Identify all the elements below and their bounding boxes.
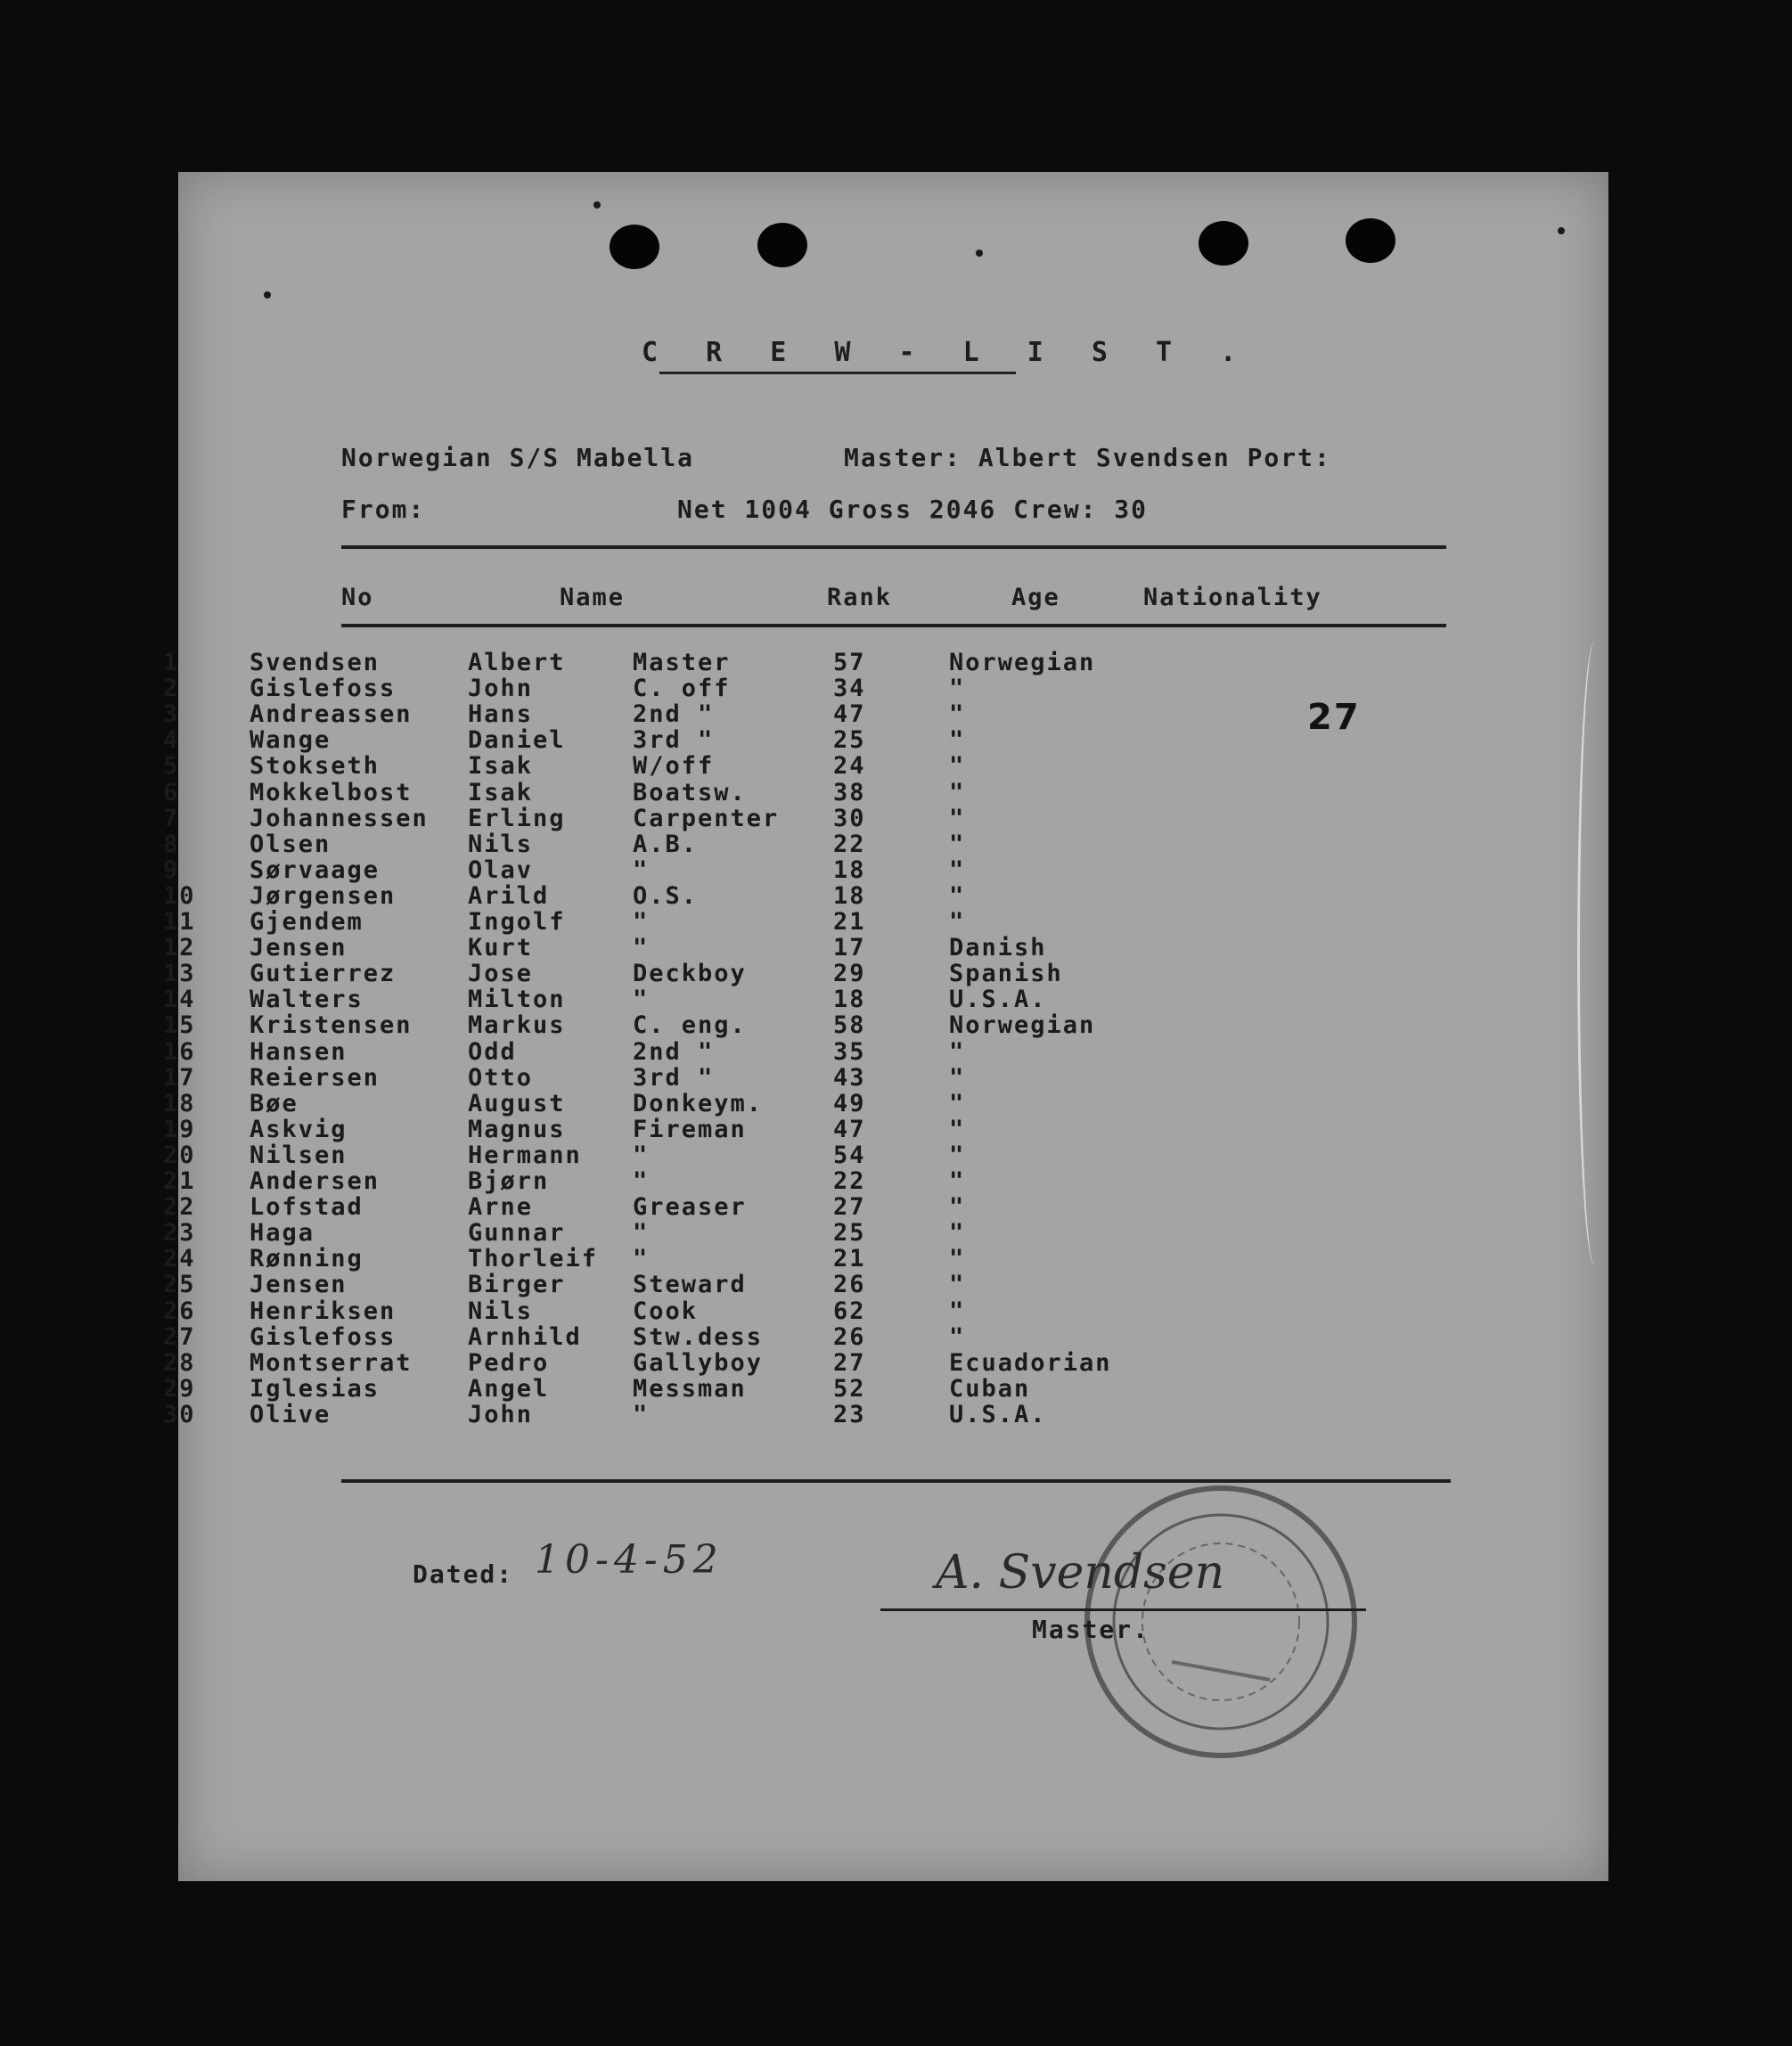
- cell-surname: Andersen: [250, 1167, 380, 1195]
- cell-surname: Bøe: [250, 1089, 299, 1117]
- cell-surname: Gjendem: [250, 908, 364, 936]
- column-header-name: Name: [560, 584, 626, 611]
- cell-nationality: ": [949, 830, 966, 858]
- table-row: [0, 726, 1430, 755]
- cell-age: 25: [833, 1219, 866, 1248]
- cell-surname: Gislefoss: [250, 675, 397, 703]
- cell-nationality: ": [949, 1167, 966, 1195]
- cell-nationality: ": [949, 1141, 966, 1169]
- table-row: [0, 1219, 1430, 1248]
- cell-given-name: Jose: [468, 960, 534, 988]
- table-row: [0, 700, 1430, 729]
- table-row: [0, 831, 1430, 856]
- cell-age: 18: [833, 986, 866, 1014]
- cell-no: 20: [163, 1141, 196, 1169]
- table-row: [0, 908, 1430, 934]
- vessel-line: Norwegian S/S Mabella: [341, 443, 695, 472]
- cell-rank: Master: [633, 649, 731, 676]
- cell-surname: Haga: [250, 1219, 315, 1248]
- cell-surname: Walters: [250, 986, 364, 1014]
- cell-surname: Lofstad: [250, 1193, 364, 1222]
- cell-surname: Olsen: [250, 830, 331, 858]
- cell-no: 9: [163, 855, 180, 884]
- cell-surname: Sørvaage: [250, 855, 380, 884]
- cell-surname: Gislefoss: [250, 1322, 397, 1351]
- cell-nationality: ": [949, 1245, 966, 1273]
- cell-age: 38: [833, 778, 866, 806]
- cell-nationality: ": [949, 675, 966, 703]
- cell-rank: 2nd ": [633, 700, 715, 729]
- cell-surname: Hansen: [250, 1037, 348, 1066]
- cell-rank: Steward: [633, 1271, 747, 1299]
- cell-surname: Johannessen: [250, 804, 429, 832]
- cell-rank: A.B.: [633, 830, 699, 858]
- cell-surname: Wange: [250, 726, 331, 755]
- signature-line: [880, 1608, 1366, 1611]
- cell-given-name: Isak: [468, 778, 534, 806]
- cell-given-name: Hans: [468, 700, 534, 729]
- cell-age: 29: [833, 960, 866, 988]
- table-row: [0, 779, 1430, 805]
- punch-hole: [757, 223, 807, 267]
- cell-age: 17: [833, 934, 866, 962]
- cell-age: 27: [833, 1193, 866, 1222]
- cell-rank: ": [633, 986, 650, 1014]
- table-row: [0, 1401, 1430, 1427]
- cell-age: 35: [833, 1037, 866, 1066]
- punch-hole: [610, 225, 659, 269]
- cell-surname: Kristensen: [250, 1011, 413, 1040]
- cell-age: 47: [833, 700, 866, 729]
- table-row: [0, 1271, 1430, 1297]
- cell-no: 12: [163, 934, 196, 962]
- cell-no: 16: [163, 1037, 196, 1066]
- dated-label: Dated:: [413, 1559, 514, 1589]
- cell-age: 26: [833, 1322, 866, 1351]
- cell-rank: ": [633, 908, 650, 936]
- cell-no: 15: [163, 1011, 196, 1040]
- cell-surname: Mokkelbost: [250, 778, 413, 806]
- cell-age: 22: [833, 830, 866, 858]
- cell-age: 21: [833, 908, 866, 936]
- cell-surname: Stokseth: [250, 752, 380, 781]
- cell-no: 3: [163, 700, 180, 729]
- cell-age: 30: [833, 804, 866, 832]
- cell-nationality: ": [949, 778, 966, 806]
- cell-surname: Olive: [250, 1400, 331, 1428]
- column-header-nationality: Nationality: [1143, 584, 1322, 611]
- cell-given-name: Nils: [468, 1297, 534, 1325]
- cell-no: 30: [163, 1400, 196, 1428]
- column-header-no: No: [341, 584, 374, 611]
- cell-no: 27: [163, 1322, 196, 1351]
- cell-surname: Iglesias: [250, 1374, 380, 1403]
- cell-age: 26: [833, 1271, 866, 1299]
- cell-given-name: Hermann: [468, 1141, 582, 1169]
- cell-age: 22: [833, 1167, 866, 1195]
- cell-no: 10: [163, 881, 196, 910]
- cell-given-name: Odd: [468, 1037, 517, 1066]
- cell-no: 29: [163, 1374, 196, 1403]
- cell-age: 24: [833, 752, 866, 781]
- cell-rank: ": [633, 1219, 650, 1248]
- table-row: [0, 986, 1430, 1014]
- table-row: [0, 675, 1430, 703]
- cell-age: 18: [833, 855, 866, 884]
- cell-no: 25: [163, 1271, 196, 1299]
- cell-nationality: Spanish: [949, 960, 1063, 988]
- table-row: [0, 1193, 1430, 1222]
- cell-given-name: Arne: [468, 1193, 534, 1222]
- cell-nationality: ": [949, 908, 966, 936]
- punch-hole: [1199, 221, 1248, 266]
- cell-no: 22: [163, 1193, 196, 1222]
- cell-rank: ": [633, 1167, 650, 1195]
- table-row: [0, 1011, 1430, 1040]
- cell-age: 54: [833, 1141, 866, 1169]
- header-rule-bottom: [341, 624, 1446, 627]
- cell-no: 5: [163, 752, 180, 781]
- cell-no: 19: [163, 1115, 196, 1143]
- cell-rank: Donkeym.: [633, 1089, 764, 1117]
- cell-nationality: ": [949, 700, 966, 729]
- punch-hole: [1346, 218, 1395, 263]
- cell-age: 58: [833, 1011, 866, 1040]
- table-row: [0, 934, 1430, 960]
- cell-given-name: Arild: [468, 881, 550, 910]
- column-header-rank: Rank: [827, 584, 893, 611]
- ink-speck: [976, 250, 983, 257]
- cell-nationality: ": [949, 855, 966, 884]
- document-title: C R E W - L I S T .: [642, 337, 1253, 368]
- cell-nationality: ": [949, 1271, 966, 1299]
- cell-given-name: Markus: [468, 1011, 566, 1040]
- cell-rank: Deckboy: [633, 960, 747, 988]
- dated-value: 10-4-52: [535, 1537, 724, 1583]
- cell-surname: Reiersen: [250, 1063, 380, 1092]
- table-row: [0, 1245, 1430, 1271]
- cell-given-name: Ingolf: [468, 908, 566, 936]
- cell-no: 18: [163, 1089, 196, 1117]
- cell-nationality: ": [949, 1219, 966, 1248]
- cell-surname: Rønning: [250, 1245, 364, 1273]
- cell-given-name: Kurt: [468, 934, 534, 962]
- cell-surname: Gutierrez: [250, 960, 397, 988]
- cell-no: 14: [163, 986, 196, 1014]
- cell-rank: 3rd ": [633, 1063, 715, 1092]
- cell-given-name: Birger: [468, 1271, 566, 1299]
- cell-nationality: ": [949, 1297, 966, 1325]
- cell-nationality: U.S.A.: [949, 986, 1047, 1014]
- cell-age: 23: [833, 1400, 866, 1428]
- cell-nationality: ": [949, 1193, 966, 1222]
- cell-given-name: Otto: [468, 1063, 534, 1092]
- title-underline: [659, 372, 1016, 374]
- cell-nationality: Norwegian: [949, 649, 1096, 676]
- paper-fold-edge: [1577, 642, 1612, 1265]
- table-row: [0, 1090, 1430, 1116]
- tonnage-line: Net 1004 Gross 2046 Crew: 30: [677, 495, 1149, 524]
- cell-nationality: Ecuadorian: [949, 1348, 1112, 1377]
- cell-rank: Gallyboy: [633, 1348, 764, 1377]
- cell-nationality: ": [949, 1089, 966, 1117]
- cell-rank: 3rd ": [633, 726, 715, 755]
- cell-no: 8: [163, 830, 180, 858]
- cell-no: 17: [163, 1063, 196, 1092]
- cell-nationality: ": [949, 1322, 966, 1351]
- cell-given-name: Milton: [468, 986, 566, 1014]
- from-label: From:: [341, 495, 426, 524]
- cell-age: 62: [833, 1297, 866, 1325]
- cell-rank: Fireman: [633, 1115, 747, 1143]
- cell-surname: Svendsen: [250, 649, 380, 676]
- cell-no: 7: [163, 804, 180, 832]
- cell-given-name: Isak: [468, 752, 534, 781]
- cell-given-name: August: [468, 1089, 566, 1117]
- master-line: Master: Albert Svendsen Port:: [844, 443, 1331, 472]
- table-row: [0, 649, 1430, 675]
- table-row: [0, 1142, 1430, 1167]
- cell-rank: Messman: [633, 1374, 747, 1403]
- cell-no: 28: [163, 1348, 196, 1377]
- table-row: [0, 1375, 1430, 1401]
- cell-surname: Jensen: [250, 934, 348, 962]
- cell-age: 49: [833, 1089, 866, 1117]
- ink-speck: [1558, 227, 1565, 234]
- cell-rank: Carpenter: [633, 804, 780, 832]
- cell-rank: 2nd ": [633, 1037, 715, 1066]
- cell-rank: ": [633, 855, 650, 884]
- header-rule-top: [341, 545, 1446, 549]
- cell-rank: ": [633, 1400, 650, 1428]
- cell-given-name: Olav: [468, 855, 534, 884]
- cell-surname: Montserrat: [250, 1348, 413, 1377]
- cell-rank: ": [633, 934, 650, 962]
- cell-surname: Jørgensen: [250, 881, 397, 910]
- cell-no: 4: [163, 726, 180, 755]
- cell-given-name: Arnhild: [468, 1322, 582, 1351]
- cell-age: 27: [833, 1348, 866, 1377]
- cell-given-name: Thorleif: [468, 1245, 599, 1273]
- cell-no: 2: [163, 675, 180, 703]
- page-number: 27: [1307, 697, 1361, 738]
- cell-age: 52: [833, 1374, 866, 1403]
- cell-age: 18: [833, 881, 866, 910]
- cell-nationality: ": [949, 752, 966, 781]
- cell-nationality: ": [949, 1063, 966, 1092]
- cell-surname: Askvig: [250, 1115, 348, 1143]
- cell-given-name: Bjørn: [468, 1167, 550, 1195]
- cell-given-name: Daniel: [468, 726, 566, 755]
- cell-surname: Jensen: [250, 1271, 348, 1299]
- table-row: [0, 1038, 1430, 1064]
- cell-nationality: Norwegian: [949, 1011, 1096, 1040]
- cell-nationality: Cuban: [949, 1374, 1031, 1403]
- cell-given-name: John: [468, 1400, 534, 1428]
- ink-speck: [264, 291, 271, 299]
- cell-no: 1: [163, 649, 180, 676]
- table-row: [0, 1323, 1430, 1349]
- column-header-age: Age: [1011, 584, 1060, 611]
- cell-rank: ": [633, 1141, 650, 1169]
- cell-nationality: ": [949, 726, 966, 755]
- cell-age: 34: [833, 675, 866, 703]
- table-row: [0, 1297, 1430, 1323]
- table-row: [0, 1064, 1430, 1090]
- cell-no: 11: [163, 908, 196, 936]
- table-row: [0, 1167, 1430, 1193]
- cell-given-name: Erling: [468, 804, 566, 832]
- cell-nationality: U.S.A.: [949, 1400, 1047, 1428]
- cell-given-name: Pedro: [468, 1348, 550, 1377]
- cell-surname: Nilsen: [250, 1141, 348, 1169]
- cell-rank: C. off: [633, 675, 731, 703]
- cell-rank: Greaser: [633, 1193, 747, 1222]
- table-row: [0, 960, 1430, 986]
- cell-rank: Boatsw.: [633, 778, 747, 806]
- cell-rank: O.S.: [633, 881, 699, 910]
- cell-no: 21: [163, 1167, 196, 1195]
- cell-age: 25: [833, 726, 866, 755]
- cell-no: 26: [163, 1297, 196, 1325]
- cell-rank: ": [633, 1245, 650, 1273]
- ink-speck: [593, 201, 601, 209]
- table-row: [0, 805, 1430, 831]
- cell-no: 6: [163, 778, 180, 806]
- cell-surname: Henriksen: [250, 1297, 397, 1325]
- cell-given-name: Gunnar: [468, 1219, 566, 1248]
- table-row: [0, 882, 1430, 908]
- cell-rank: Cook: [633, 1297, 699, 1325]
- master-signature: A. Svendsen: [936, 1546, 1225, 1600]
- cell-rank: W/off: [633, 752, 715, 781]
- cell-nationality: ": [949, 804, 966, 832]
- cell-given-name: Albert: [468, 649, 566, 676]
- cell-no: 23: [163, 1219, 196, 1248]
- cell-nationality: Danish: [949, 934, 1047, 962]
- cell-age: 43: [833, 1063, 866, 1092]
- cell-no: 13: [163, 960, 196, 988]
- table-row: [0, 752, 1430, 781]
- cell-rank: C. eng.: [633, 1011, 747, 1040]
- cell-surname: Andreassen: [250, 700, 413, 729]
- cell-nationality: ": [949, 881, 966, 910]
- table-row: [0, 1349, 1430, 1375]
- table-row: [0, 856, 1430, 882]
- master-label: Master.: [1032, 1615, 1150, 1644]
- cell-age: 47: [833, 1115, 866, 1143]
- cell-given-name: Angel: [468, 1374, 550, 1403]
- cell-age: 21: [833, 1245, 866, 1273]
- cell-given-name: John: [468, 675, 534, 703]
- cell-nationality: ": [949, 1037, 966, 1066]
- cell-rank: Stw.dess: [633, 1322, 764, 1351]
- cell-given-name: Magnus: [468, 1115, 566, 1143]
- cell-nationality: ": [949, 1115, 966, 1143]
- table-row: [0, 1116, 1430, 1142]
- cell-age: 57: [833, 649, 866, 676]
- cell-no: 24: [163, 1245, 196, 1273]
- cell-given-name: Nils: [468, 830, 534, 858]
